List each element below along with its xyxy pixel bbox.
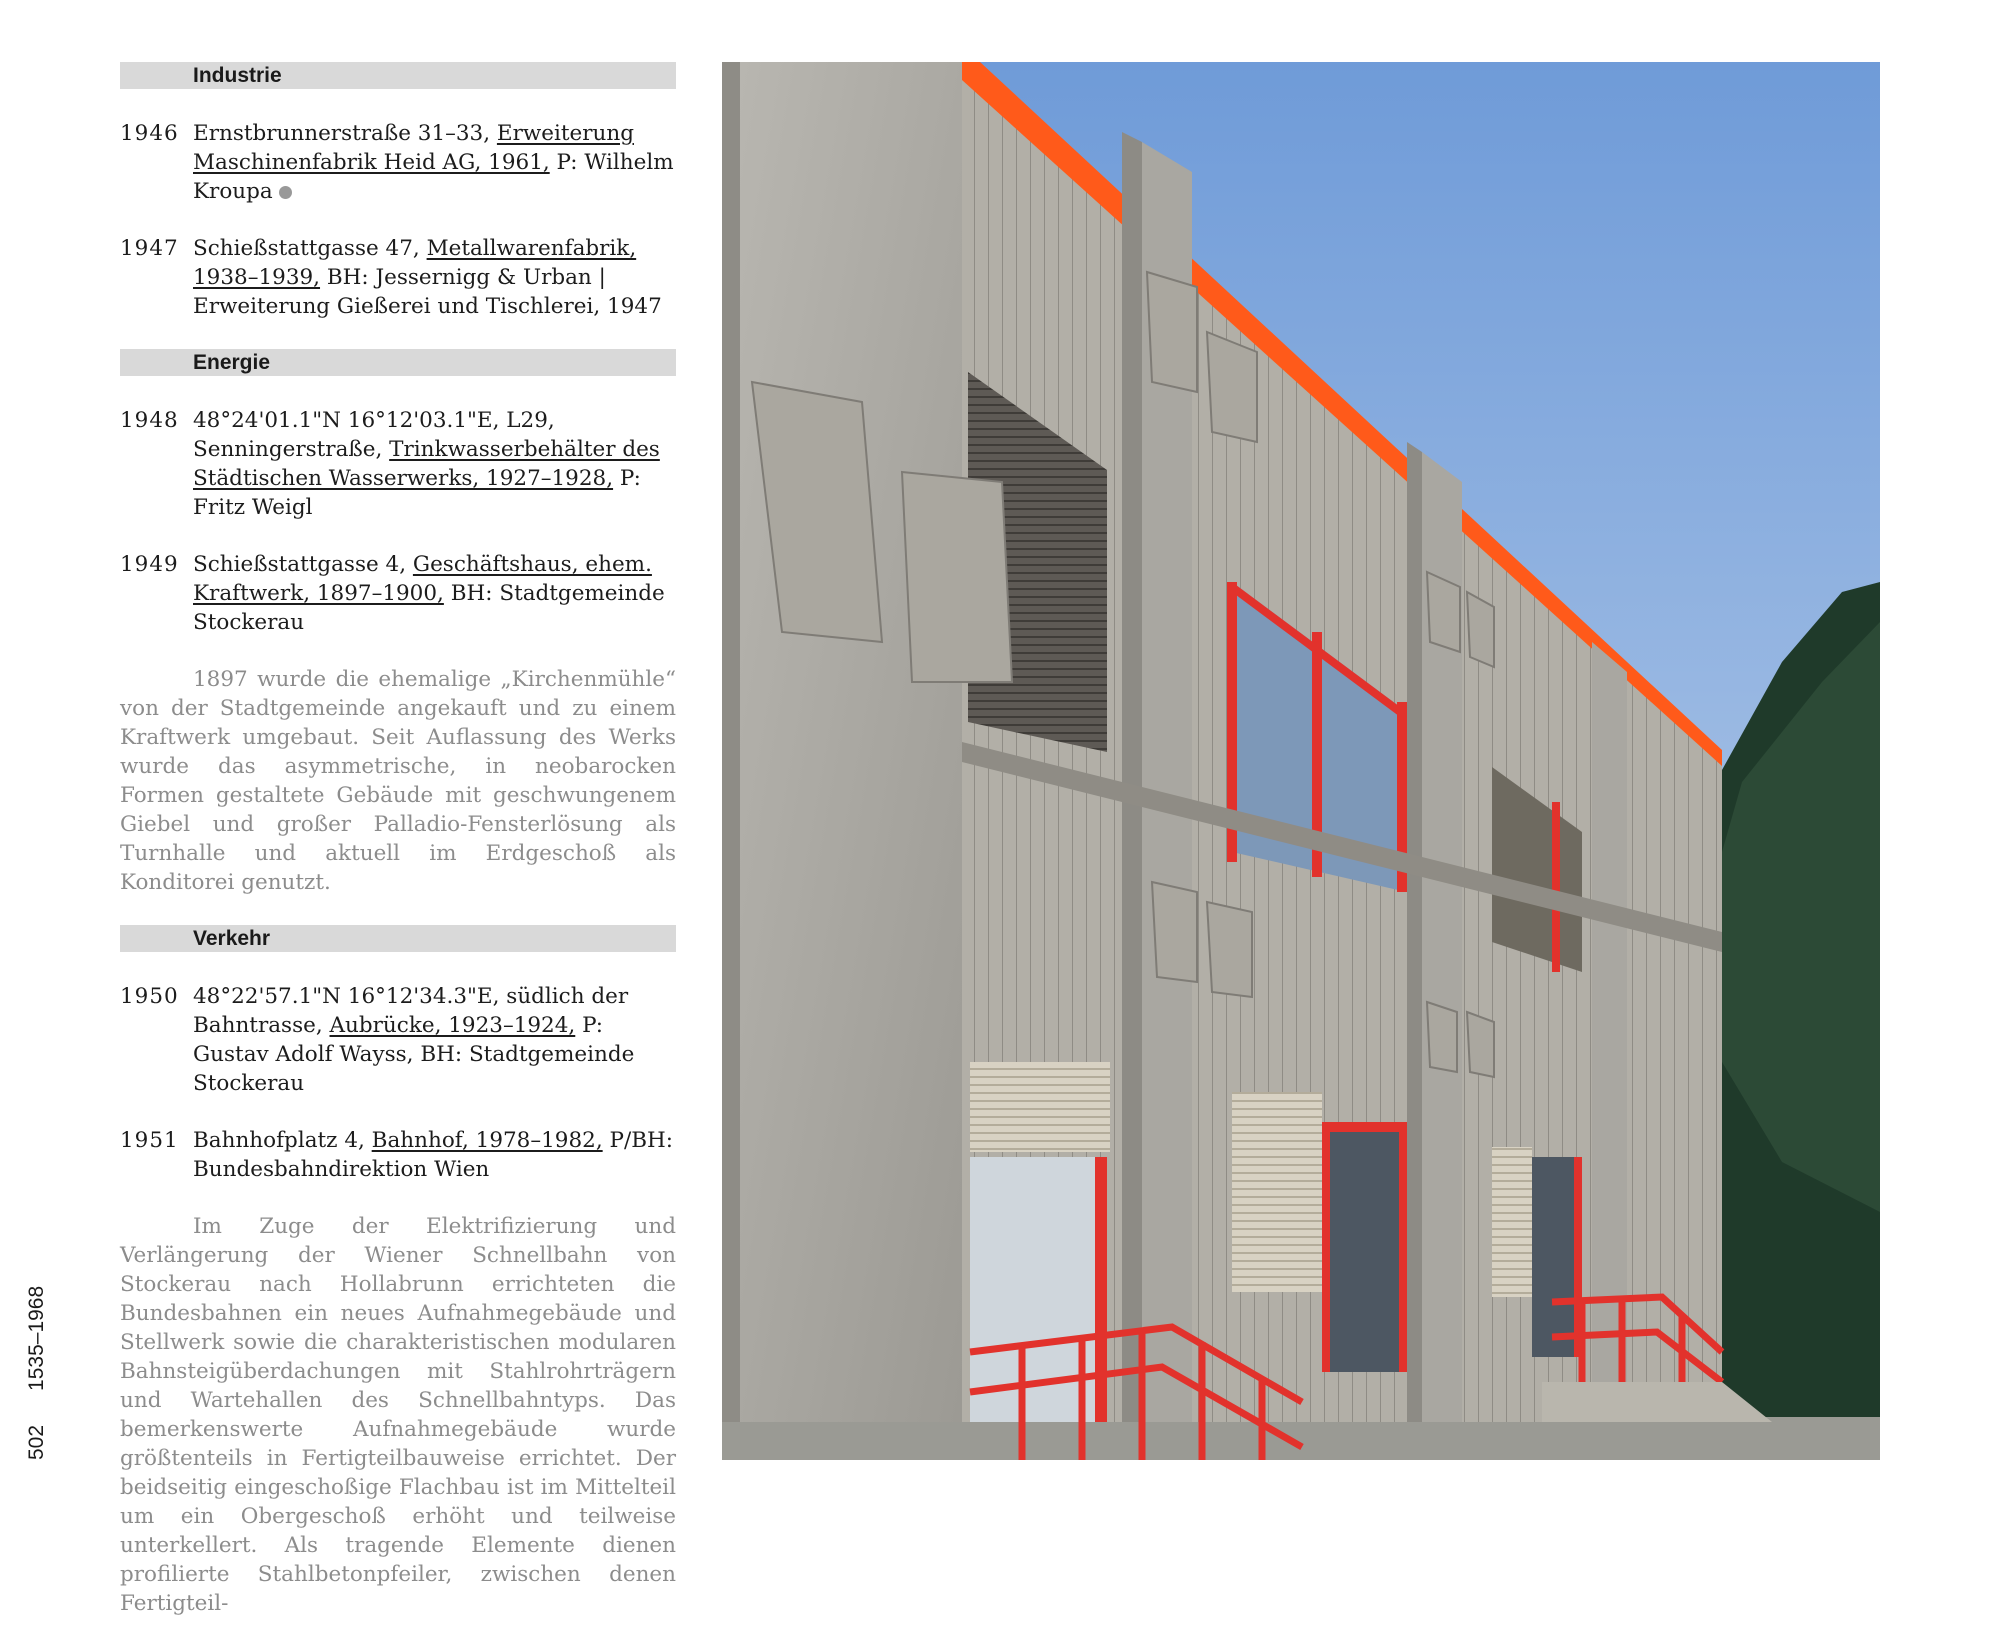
entry-text — [193, 234, 676, 321]
entry-number: 1951 — [120, 1128, 179, 1153]
entry-description: 1897 wurde die ehemalige „Kirchenmühle“ von der Stadtgemeinde angekauft und zu einem Kraftwerk umgebaut. Seit Auflassung des Werks wurde das asymmetrische, in neobarocken Formen gestaltete Gebäude mit geschwungenem Giebel und großer Palladio-Fensterlösung als Turnhalle und aktuell im Erdgeschoß als Konditorei genutzt. — [120, 667, 676, 895]
page-footer — [25, 1252, 49, 1460]
entry-credits: P: Wilhelm Kroupa — [193, 150, 674, 204]
entry-credits: BH: Stadtgemeinde Stockerau — [193, 581, 665, 635]
entry-number: 1948 — [120, 408, 179, 433]
entry-address: Schießstattgasse 4, — [193, 552, 413, 577]
entry-text — [193, 982, 676, 1098]
section-header-energie — [120, 349, 676, 376]
section-title: Energie — [193, 351, 271, 374]
entry-description: Im Zuge der Elektrifizierung und Verlängerung der Wiener Schnellbahn von Stockerau nach Hollabrunn errichteten die Bundesbahnen ein neues Aufnahmegebäude und Stellwerk sowie die charakteristischen modularen Bahnsteigüberdachungen mit Stahlrohrträgern und Wartehallen des Schnellbahntyps. Das bemerkenswerte Aufnahmegebäude wurde größtenteils in Fertigteilbauweise errichtet. Der beidseitig eingeschoßige Flachbau ist im Mittelteil um ein Obergeschoß erhöht und teilweise unterkellert. Als tragende Elemente dienen profilierte Stahlbetonpfeiler, zwischen denen Fertigteil- — [120, 1214, 676, 1616]
entry-title-link[interactable]: Trinkwasserbehälter des Städtischen Wasserwerks, 1927–1928, — [193, 437, 660, 491]
entry-title-link[interactable]: Metallwarenfabrik, 1938–1939, — [193, 236, 637, 290]
entry-number: 1946 — [120, 121, 179, 146]
entry-credits: P: Fritz Weigl — [193, 466, 641, 520]
page-number: 502 — [25, 1424, 48, 1460]
section-title: Industrie — [193, 64, 282, 87]
entry-text — [193, 1126, 676, 1184]
entry-1948 — [120, 406, 676, 522]
entry-credits: BH: Jessernigg & Urban | Erweiterung Gießerei und Tischlerei, 1947 — [193, 265, 662, 319]
entry-credits: P/BH: Bundesbahndirektion Wien — [193, 1128, 673, 1182]
entry-title-link[interactable]: Aubrücke, 1923–1924, — [329, 1013, 576, 1038]
entry-number: 1949 — [120, 552, 179, 577]
dot-icon — [279, 186, 292, 199]
section-header-verkehr — [120, 925, 676, 952]
entry-text — [193, 550, 676, 637]
entry-title-link[interactable]: Bahnhof, 1978–1982, — [371, 1128, 603, 1153]
entry-address: Bahnhofplatz 4, — [193, 1128, 372, 1153]
text-column — [120, 62, 676, 1646]
section-header-industrie — [120, 62, 676, 89]
entry-title-link[interactable]: Erweiterung Maschinenfabrik Heid AG, 1961, — [193, 121, 634, 175]
entry-1950 — [120, 982, 676, 1098]
entry-number: 1947 — [120, 236, 179, 261]
entry-1946 — [120, 119, 676, 206]
entry-text — [193, 119, 676, 206]
building-photo — [722, 62, 1880, 1460]
entry-title-link[interactable]: Geschäftshaus, ehem. Kraftwerk, 1897–1900, — [193, 552, 652, 606]
entry-number: 1950 — [120, 984, 179, 1009]
entry-address: Ernstbrunnerstraße 31–33, — [193, 121, 497, 146]
entry-1947 — [120, 234, 676, 321]
entry-1949 — [120, 550, 676, 637]
year-range: 1535–1968 — [25, 1285, 48, 1391]
section-title: Verkehr — [193, 927, 271, 950]
entry-address: 48°24'01.1"N 16°12'03.1"E, L29, Senningerstraße, — [193, 408, 555, 462]
entry-credits: P: Gustav Adolf Wayss, BH: Stadtgemeinde Stockerau — [193, 1013, 635, 1096]
entry-text — [193, 406, 676, 522]
entry-address: Schießstattgasse 47, — [193, 236, 427, 261]
entry-address: 48°22'57.1"N 16°12'34.3"E, südlich der Bahntrasse, — [193, 984, 629, 1038]
entry-1951 — [120, 1126, 676, 1184]
